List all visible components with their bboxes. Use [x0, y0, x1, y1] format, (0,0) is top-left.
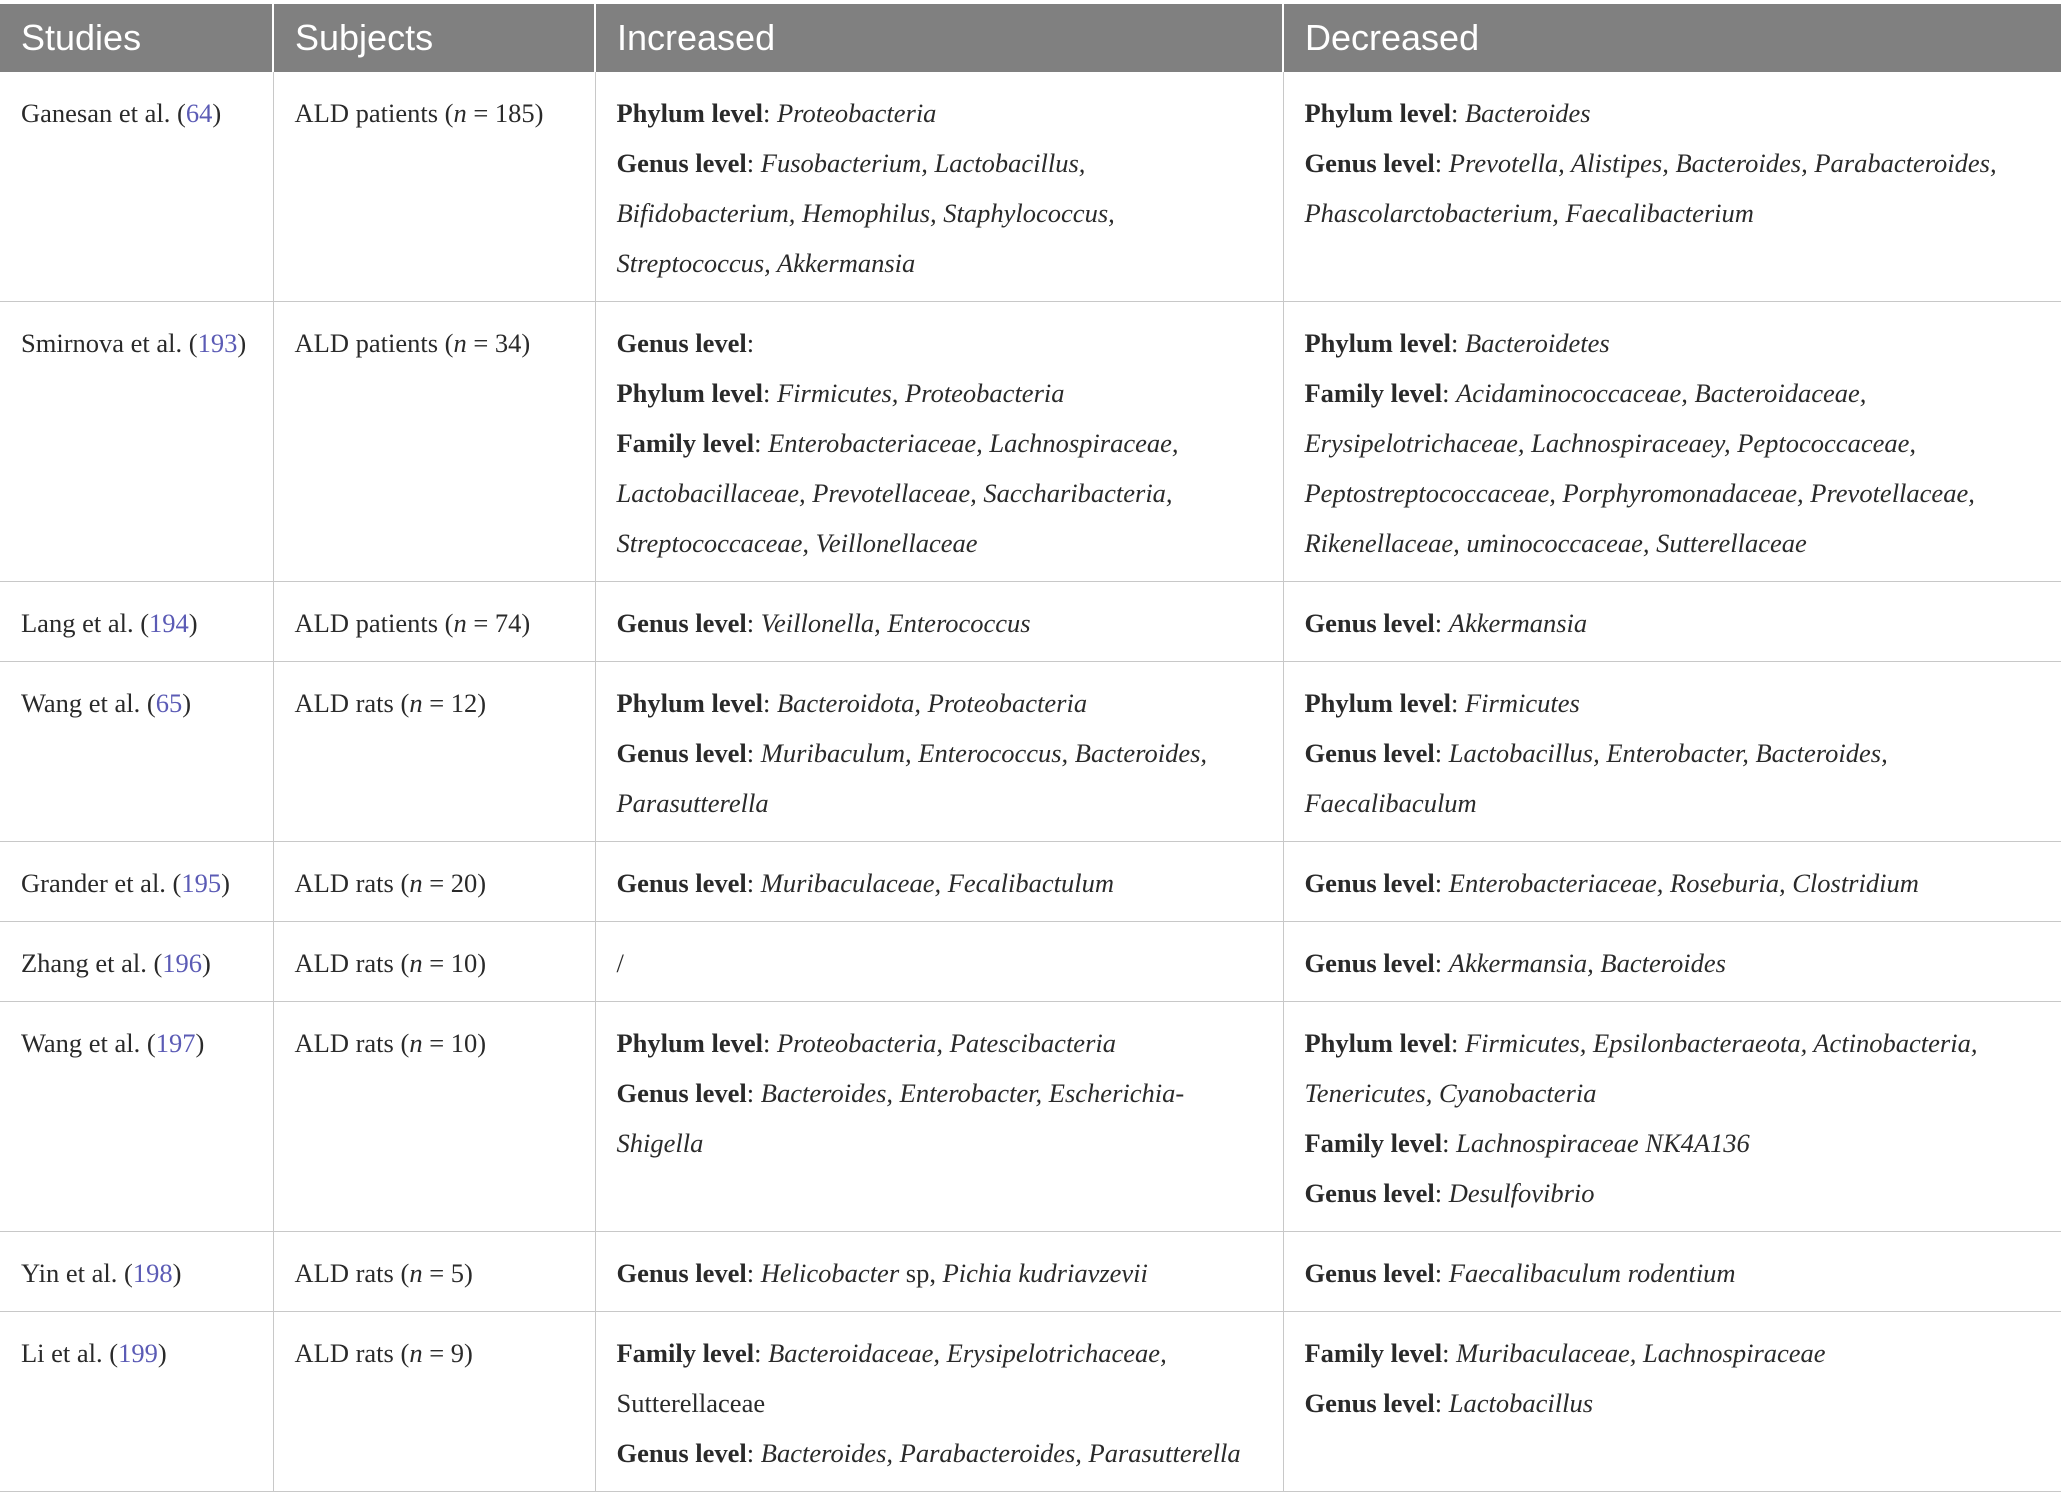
taxa-list: Desulfovibrio: [1448, 1178, 1595, 1208]
level-separator: :: [762, 1028, 777, 1058]
taxa-note: Sutterellaceae: [616, 1388, 766, 1418]
taxonomic-level: Genus level: [616, 738, 747, 768]
subjects-cell: [273, 72, 595, 302]
level-separator: :: [1450, 98, 1465, 128]
increased-cell: [595, 582, 1283, 662]
subjects-label: ALD rats (: [294, 868, 410, 898]
taxonomic-level: Genus level: [1304, 1258, 1435, 1288]
level-separator: :: [762, 378, 777, 408]
increased-entry: [617, 858, 1265, 908]
level-separator: :: [746, 328, 755, 358]
study-author: Ganesan et al. (: [21, 98, 186, 128]
increased-entry: [617, 368, 1265, 418]
subjects-label: ALD rats (: [294, 1258, 410, 1288]
study-close: ): [202, 948, 211, 978]
sample-size-value: = 34): [466, 328, 531, 358]
taxa-list: Enterobacteriaceae, Lachnospiraceae, Lactobacillaceae, Prevotellaceae, Saccharibacteria, Streptococcaceae, Veillonellaceae: [616, 428, 1179, 558]
table-row: [0, 1312, 2061, 1492]
increased-cell: [595, 1232, 1283, 1312]
study-author: Li et al. (: [21, 1338, 119, 1368]
level-separator: :: [1434, 608, 1449, 638]
subjects-cell: [273, 922, 595, 1002]
study-cell: [0, 1312, 273, 1492]
table-body: [0, 72, 2061, 1492]
taxonomic-level: Family level: [616, 428, 755, 458]
study-close: ): [221, 868, 230, 898]
header-studies: Studies: [0, 4, 273, 72]
taxa-list: Bacteroides, Parabacteroides, Parasutterella: [760, 1438, 1241, 1468]
study-cell: [0, 842, 273, 922]
taxonomic-level: Phylum level: [616, 1028, 763, 1058]
subjects-label: ALD rats (: [294, 1338, 410, 1368]
increased-cell: [595, 302, 1283, 582]
subjects-label: ALD rats (: [294, 948, 410, 978]
taxonomic-level: Family level: [1304, 378, 1443, 408]
sample-size-value: = 185): [466, 98, 544, 128]
study-close: ): [172, 1258, 182, 1288]
increased-cell: [595, 662, 1283, 842]
taxonomic-level: Genus level: [616, 608, 747, 638]
study-cell: [0, 1002, 273, 1232]
table-row: [0, 922, 2061, 1002]
taxonomic-level: Genus level: [616, 868, 747, 898]
taxonomic-level: Phylum level: [616, 98, 763, 128]
decreased-cell: [1283, 922, 2061, 1002]
sample-size-value: = 12): [422, 688, 487, 718]
decreased-entry: [1305, 368, 2044, 568]
header-subjects: Subjects: [273, 4, 595, 72]
taxonomic-level: Phylum level: [1304, 328, 1451, 358]
taxa-list: Bacteroides, Enterobacter, Escherichia-Shigella: [616, 1078, 1185, 1158]
increased-entry: [617, 1428, 1265, 1478]
reference-link[interactable]: 194: [149, 608, 189, 638]
taxonomic-level: Genus level: [1304, 868, 1435, 898]
table-row: [0, 72, 2061, 302]
study-cell: [0, 582, 273, 662]
level-separator: :: [1450, 1028, 1465, 1058]
taxa-list: Bacteroides: [1464, 98, 1591, 128]
taxa-list: Bacteroidota, Proteobacteria: [776, 688, 1088, 718]
decreased-entry: [1305, 598, 2044, 648]
table-header: [0, 4, 2061, 72]
sample-size-symbol: n: [409, 1258, 423, 1288]
taxa-list: Lactobacillus: [1448, 1388, 1594, 1418]
increased-entry: [617, 728, 1265, 828]
increased-cell: [595, 72, 1283, 302]
study-author: Zhang et al. (: [21, 948, 163, 978]
reference-link[interactable]: 64: [185, 98, 213, 128]
taxonomic-level: Family level: [616, 1338, 755, 1368]
reference-link[interactable]: 198: [132, 1258, 173, 1288]
sample-size-value: = 74): [466, 608, 531, 638]
decreased-entry: [1305, 1168, 2044, 1218]
taxa-list: Lactobacillus, Enterobacter, Bacteroides, Faecalibaculum: [1304, 738, 1888, 818]
subjects-label: ALD patients (: [294, 608, 454, 638]
table-row: [0, 662, 2061, 842]
sample-size-symbol: n: [409, 1028, 423, 1058]
study-cell: [0, 302, 273, 582]
taxa-list: Acidaminococcaceae, Bacteroidaceae, Erysipelotrichaceae, Lachnospiraceaey, Peptococcaceae, Peptostreptococcaceae, Porphyromonadaceae, Prevotellaceae, Rikenellaceae, uminococcaceae, Sutterellaceae: [1304, 378, 1975, 558]
level-separator: :: [746, 868, 761, 898]
subjects-cell: [273, 582, 595, 662]
sample-size-symbol: n: [409, 688, 423, 718]
taxonomic-level: Phylum level: [616, 688, 763, 718]
taxonomic-level: Phylum level: [616, 378, 763, 408]
study-cell: [0, 662, 273, 842]
increased-entry: [617, 138, 1265, 288]
study-author: Wang et al. (: [21, 688, 156, 718]
level-separator: :: [1434, 1388, 1449, 1418]
increased-cell: [595, 1002, 1283, 1232]
level-separator: :: [1450, 688, 1465, 718]
taxa-list: Muribaculum, Enterococcus, Bacteroides, Parasutterella: [616, 738, 1208, 818]
taxa-list-extra: Pichia kudriavzevii: [942, 1258, 1148, 1288]
decreased-entry: [1305, 1018, 2044, 1118]
decreased-entry: [1305, 318, 2044, 368]
increased-cell: [595, 1312, 1283, 1492]
level-separator: :: [746, 1078, 761, 1108]
increased-entry: [617, 1328, 1265, 1428]
level-separator: :: [746, 148, 761, 178]
decreased-entry: [1305, 1248, 2044, 1298]
reference-link[interactable]: 193: [197, 328, 238, 358]
sample-size-symbol: n: [453, 608, 467, 638]
reference-link[interactable]: 65: [155, 688, 183, 718]
subjects-label: ALD rats (: [294, 688, 410, 718]
sample-size-value: = 20): [422, 868, 487, 898]
taxonomic-level: Genus level: [1304, 948, 1435, 978]
decreased-entry: [1305, 138, 2044, 238]
table-row: [0, 302, 2061, 582]
table-row: [0, 582, 2061, 662]
level-separator: :: [762, 98, 777, 128]
study-close: ): [237, 328, 247, 358]
taxonomic-level: Genus level: [616, 1078, 747, 1108]
decreased-cell: [1283, 1312, 2061, 1492]
level-separator: :: [1442, 378, 1457, 408]
level-separator: :: [1434, 948, 1449, 978]
subjects-label: ALD rats (: [294, 1028, 410, 1058]
level-separator: :: [1434, 148, 1449, 178]
level-separator: :: [1434, 868, 1449, 898]
subjects-cell: [273, 662, 595, 842]
taxa-list: Lachnospiraceae NK4A136: [1456, 1128, 1750, 1158]
taxa-list: Enterobacteriaceae, Roseburia, Clostridium: [1448, 868, 1919, 898]
study-author: Smirnova et al. (: [21, 328, 198, 358]
level-separator: :: [746, 1258, 761, 1288]
table-row: [0, 842, 2061, 922]
taxonomic-level: Genus level: [616, 1258, 747, 1288]
decreased-cell: [1283, 1232, 2061, 1312]
taxa-list: Firmicutes, Proteobacteria: [776, 378, 1065, 408]
increased-cell: [595, 842, 1283, 922]
decreased-cell: [1283, 1002, 2061, 1232]
study-cell: [0, 72, 273, 302]
taxa-list: Proteobacteria: [776, 98, 937, 128]
taxa-list: Faecalibaculum rodentium: [1448, 1258, 1736, 1288]
taxonomic-level: Family level: [1304, 1128, 1443, 1158]
increased-entry: [617, 1248, 1265, 1298]
study-close: ): [182, 688, 192, 718]
taxonomic-level: Genus level: [616, 148, 747, 178]
taxonomic-level: Genus level: [616, 328, 747, 358]
study-close: ): [188, 608, 198, 638]
taxonomic-level: Genus level: [1304, 608, 1435, 638]
taxa-list: Bacteroidetes: [1464, 328, 1610, 358]
decreased-entry: [1305, 88, 2044, 138]
taxonomic-level: Phylum level: [1304, 1028, 1451, 1058]
subjects-cell: [273, 1312, 595, 1492]
sample-size-symbol: n: [409, 868, 423, 898]
no-change-mark: /: [616, 948, 624, 978]
increased-entry: [617, 418, 1265, 568]
sample-size-symbol: n: [453, 98, 467, 128]
taxa-list: Prevotella, Alistipes, Bacteroides, Parabacteroides, Phascolarctobacterium, Faecalibacterium: [1304, 148, 1997, 228]
study-close: ): [212, 98, 222, 128]
study-author: Grander et al. (: [21, 868, 182, 898]
decreased-entry: [1305, 858, 2044, 908]
taxonomic-level: Genus level: [1304, 148, 1435, 178]
study-author: Yin et al. (: [21, 1258, 133, 1288]
level-separator: :: [1434, 1178, 1449, 1208]
taxa-list: Firmicutes: [1464, 688, 1580, 718]
taxa-list: Muribaculaceae, Lachnospiraceae: [1456, 1338, 1826, 1368]
subjects-cell: [273, 302, 595, 582]
subjects-cell: [273, 842, 595, 922]
taxonomic-level: Family level: [1304, 1338, 1443, 1368]
decreased-cell: [1283, 302, 2061, 582]
taxa-list: Helicobacter: [760, 1258, 900, 1288]
subjects-label: ALD patients (: [294, 98, 454, 128]
increased-entry: [617, 1068, 1265, 1168]
table-row: [0, 1002, 2061, 1232]
decreased-entry: [1305, 1378, 2044, 1428]
reference-link[interactable]: 199: [118, 1338, 158, 1368]
subjects-label: ALD patients (: [294, 328, 454, 358]
study-author: Wang et al. (: [21, 1028, 156, 1058]
reference-link[interactable]: 195: [181, 868, 222, 898]
decreased-entry: [1305, 938, 2044, 988]
taxa-list: Akkermansia: [1448, 608, 1588, 638]
study-cell: [0, 922, 273, 1002]
sample-size-value: = 10): [422, 948, 487, 978]
reference-link[interactable]: 197: [155, 1028, 196, 1058]
subjects-cell: [273, 1002, 595, 1232]
study-close: ): [157, 1338, 167, 1368]
decreased-entry: [1305, 1118, 2044, 1168]
study-cell: [0, 1232, 273, 1312]
increased-entry: [617, 598, 1265, 648]
study-author: Lang et al. (: [21, 608, 150, 638]
level-separator: :: [746, 608, 761, 638]
taxa-list: Bacteroidaceae, Erysipelotrichaceae,: [768, 1338, 1167, 1368]
study-close: ): [195, 1028, 205, 1058]
taxa-list: Muribaculaceae, Fecalibactulum: [760, 868, 1115, 898]
level-separator: :: [1434, 1258, 1449, 1288]
decreased-entry: [1305, 678, 2044, 728]
level-separator: :: [754, 1338, 769, 1368]
level-separator: :: [1434, 738, 1449, 768]
level-separator: :: [762, 688, 777, 718]
reference-link[interactable]: 196: [162, 948, 203, 978]
level-separator: :: [1442, 1338, 1457, 1368]
taxonomic-level: Genus level: [616, 1438, 747, 1468]
decreased-entry: [1305, 728, 2044, 828]
level-separator: :: [1442, 1128, 1457, 1158]
taxonomic-level: Phylum level: [1304, 98, 1451, 128]
decreased-cell: [1283, 842, 2061, 922]
sample-size-value: = 9): [422, 1338, 473, 1368]
taxa-list: Akkermansia, Bacteroides: [1448, 948, 1726, 978]
microbiota-table: [0, 4, 2061, 1492]
increased-entry: [617, 88, 1265, 138]
decreased-cell: [1283, 662, 2061, 842]
sample-size-symbol: n: [453, 328, 467, 358]
level-separator: :: [746, 1438, 761, 1468]
taxa-list: Proteobacteria, Patescibacteria: [776, 1028, 1116, 1058]
taxonomic-level: Genus level: [1304, 1388, 1435, 1418]
increased-entry: [617, 318, 1265, 368]
taxa-note: sp,: [899, 1258, 943, 1288]
taxonomic-level: Phylum level: [1304, 688, 1451, 718]
header-increased: Increased: [595, 4, 1283, 72]
sample-size-symbol: n: [409, 1338, 423, 1368]
sample-size-symbol: n: [409, 948, 423, 978]
taxa-list: Fusobacterium, Lactobacillus, Bifidobacterium, Hemophilus, Staphylococcus, Streptococcus, Akkermansia: [616, 148, 1115, 278]
sample-size-value: = 5): [422, 1258, 473, 1288]
level-separator: :: [1450, 328, 1465, 358]
table-row: [0, 1232, 2061, 1312]
taxonomic-level: Genus level: [1304, 1178, 1435, 1208]
decreased-entry: [1305, 1328, 2044, 1378]
level-separator: :: [754, 428, 769, 458]
increased-cell: [595, 922, 1283, 1002]
taxonomic-level: Genus level: [1304, 738, 1435, 768]
subjects-cell: [273, 1232, 595, 1312]
level-separator: :: [746, 738, 761, 768]
header-row: [0, 4, 2061, 72]
decreased-cell: [1283, 582, 2061, 662]
taxa-list: Veillonella, Enterococcus: [760, 608, 1031, 638]
sample-size-value: = 10): [422, 1028, 487, 1058]
header-decreased: Decreased: [1283, 4, 2061, 72]
taxa-list: Firmicutes, Epsilonbacteraeota, Actinobacteria, Tenericutes, Cyanobacteria: [1304, 1028, 1978, 1108]
increased-entry: [617, 1018, 1265, 1068]
increased-entry: [617, 678, 1265, 728]
decreased-cell: [1283, 72, 2061, 302]
